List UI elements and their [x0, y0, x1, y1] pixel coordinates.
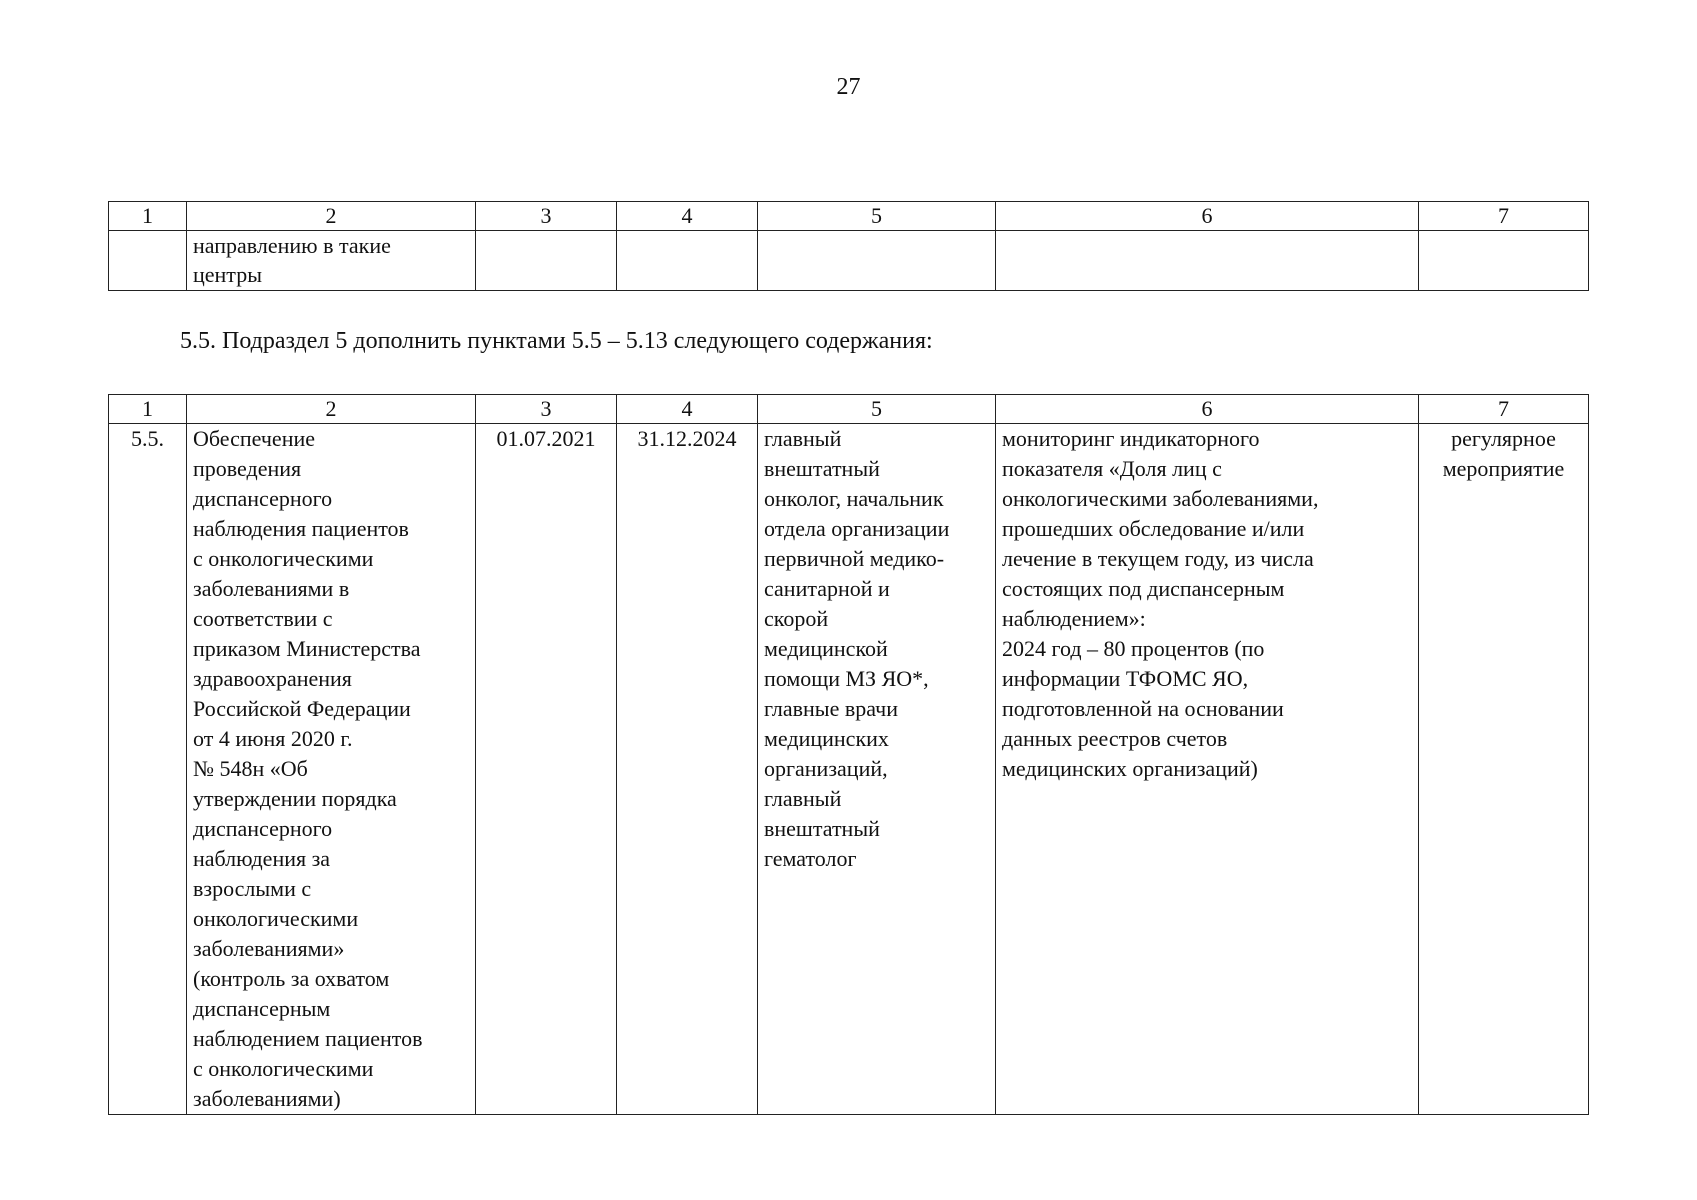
column-number: 1: [109, 202, 187, 231]
text-line: медицинской: [764, 636, 888, 661]
text-line: приказом Министерства: [193, 636, 421, 661]
text-line: с онкологическими: [193, 1056, 374, 1081]
text-line: регулярное: [1451, 426, 1556, 451]
column-number: 5: [758, 395, 996, 424]
text-line: заболеваниями в: [193, 576, 350, 601]
column-number: 1: [109, 395, 187, 424]
end-date-cell: 31.12.2024: [617, 424, 758, 1115]
text-line: организаций,: [764, 756, 888, 781]
text-line: утверждении порядка: [193, 786, 397, 811]
text-line: центры: [193, 262, 262, 287]
text-line: наблюдения за: [193, 846, 331, 871]
table-row: [109, 231, 1589, 291]
continuation-table: [108, 201, 1589, 291]
responsible-cell: [758, 424, 996, 1115]
text-line: данных реестров счетов: [1002, 726, 1228, 751]
text-line: направлению в такие: [193, 233, 391, 258]
text-line: отдела организации: [764, 516, 950, 541]
page-number: 27: [836, 74, 861, 100]
column-number-header-row: [109, 395, 1589, 424]
text-line: внештатный: [764, 456, 880, 481]
text-line: (контроль за охватом: [193, 966, 390, 991]
text-line: проведения: [193, 456, 302, 481]
column-number: 3: [476, 395, 617, 424]
text-line: лечение в текущем году, из числа: [1002, 546, 1314, 571]
result-cell: [996, 424, 1419, 1115]
column-number: 5: [758, 202, 996, 231]
text-line: подготовленной на основании: [1002, 696, 1284, 721]
row-number-cell: 5.5.: [109, 424, 187, 1115]
column-number: 7: [1419, 395, 1589, 424]
text-line: заболеваниями»: [193, 936, 345, 961]
column-number: 6: [996, 395, 1419, 424]
text-line: наблюдения пациентов: [193, 516, 409, 541]
end-date-cell: [617, 231, 758, 291]
text-line: онкологическими: [193, 906, 359, 931]
text-line: главные врачи: [764, 696, 898, 721]
column-number: 6: [996, 202, 1419, 231]
start-date-cell: 01.07.2021: [476, 424, 617, 1115]
section-intro-text: 5.5. Подраздел 5 дополнить пунктами 5.5 – 5.13 следующего содержания:: [180, 328, 933, 354]
measures-table: [108, 394, 1589, 1115]
note-cell: [1419, 424, 1589, 1115]
text-line: помощи МЗ ЯО*,: [764, 666, 929, 691]
column-number-header-row: [109, 202, 1589, 231]
result-cell: [996, 231, 1419, 291]
text-line: Обеспечение: [193, 426, 315, 451]
column-number: 4: [617, 202, 758, 231]
column-number: 2: [187, 395, 476, 424]
text-line: скорой: [764, 606, 829, 631]
text-line: гематолог: [764, 846, 857, 871]
text-line: с онкологическими: [193, 546, 374, 571]
start-date-cell: [476, 231, 617, 291]
text-line: прошедших обследование и/или: [1002, 516, 1305, 541]
text-line: информации ТФОМС ЯО,: [1002, 666, 1249, 691]
text-line: главный: [764, 426, 842, 451]
measure-cell: [187, 424, 476, 1115]
row-number-cell: [109, 231, 187, 291]
measure-cell: [187, 231, 476, 291]
column-number: 3: [476, 202, 617, 231]
text-line: диспансерного: [193, 816, 333, 841]
text-line: мониторинг индикаторного: [1002, 426, 1260, 451]
text-line: показателя «Доля лиц с: [1002, 456, 1222, 481]
text-line: главный: [764, 786, 842, 811]
text-line: взрослыми с: [193, 876, 312, 901]
column-number: 4: [617, 395, 758, 424]
responsible-cell: [758, 231, 996, 291]
column-number: 7: [1419, 202, 1589, 231]
text-line: наблюдением пациентов: [193, 1026, 423, 1051]
text-line: медицинских организаций): [1002, 756, 1258, 781]
text-line: № 548н «Об: [193, 756, 308, 781]
text-line: мероприятие: [1442, 456, 1565, 481]
text-line: медицинских: [764, 726, 889, 751]
text-line: заболеваниями): [193, 1086, 341, 1111]
text-line: внештатный: [764, 816, 880, 841]
text-line: диспансерного: [193, 486, 333, 511]
text-line: первичной медико-: [764, 546, 945, 571]
note-cell: [1419, 231, 1589, 291]
text-line: диспансерным: [193, 996, 331, 1021]
text-line: 2024 год – 80 процентов (по: [1002, 636, 1265, 661]
text-line: Российской Федерации: [193, 696, 411, 721]
column-number: 2: [187, 202, 476, 231]
text-line: онкологическими заболеваниями,: [1002, 486, 1319, 511]
text-line: состоящих под диспансерным: [1002, 576, 1285, 601]
table-row: [109, 424, 1589, 1115]
text-line: онколог, начальник: [764, 486, 944, 511]
text-line: санитарной и: [764, 576, 890, 601]
text-line: здравоохранения: [193, 666, 352, 691]
text-line: соответствии с: [193, 606, 333, 631]
text-line: от 4 июня 2020 г.: [193, 726, 353, 751]
text-line: наблюдением»:: [1002, 606, 1146, 631]
